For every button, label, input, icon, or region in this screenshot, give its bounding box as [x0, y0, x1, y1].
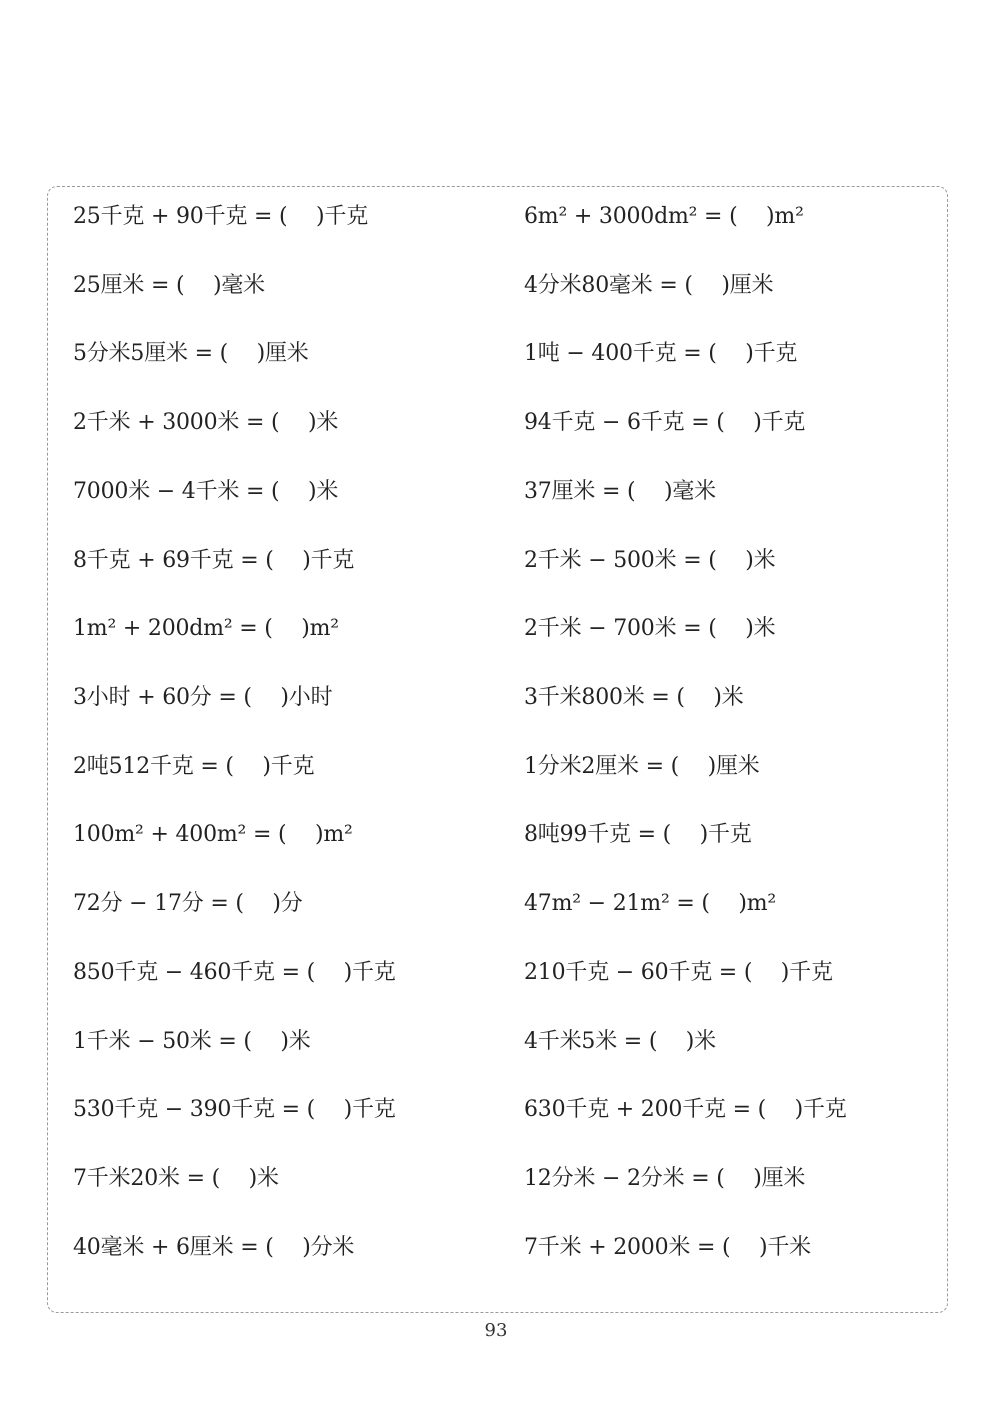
problem-row: [48, 609, 949, 649]
problem-item: 37厘米 = ( )毫米: [524, 479, 716, 504]
problem-item: 530千克 − 390千克 = ( )千克: [73, 1097, 396, 1122]
problem-row: [48, 678, 949, 718]
problem-row: [48, 266, 949, 306]
problem-item: 100m² + 400m² = ( )m²: [73, 822, 353, 847]
problem-item: 1吨 − 400千克 = ( )千克: [524, 341, 798, 366]
problem-item: 5分米5厘米 = ( )厘米: [73, 341, 309, 366]
problem-row: [48, 1022, 949, 1062]
problem-item: 2吨512千克 = ( )千克: [73, 754, 315, 779]
problem-item: 4千米5米 = ( )米: [524, 1029, 716, 1054]
problem-item: 25厘米 = ( )毫米: [73, 273, 265, 298]
problem-row: [48, 884, 949, 924]
problem-item: 47m² − 21m² = ( )m²: [524, 891, 777, 916]
problem-row: [48, 1159, 949, 1199]
problem-item: 3小时 + 60分 = ( )小时: [73, 685, 333, 710]
problem-item: 850千克 − 460千克 = ( )千克: [73, 960, 396, 985]
problem-item: 8吨99千克 = ( )千克: [524, 822, 752, 847]
problem-row: [48, 1090, 949, 1130]
problem-item: 1分米2厘米 = ( )厘米: [524, 754, 760, 779]
problem-row: [48, 747, 949, 787]
problem-row: [48, 953, 949, 993]
problem-row: [48, 197, 949, 237]
problem-item: 7千米20米 = ( )米: [73, 1166, 279, 1191]
worksheet-box: [47, 186, 948, 1313]
problem-item: 210千克 − 60千克 = ( )千克: [524, 960, 833, 985]
problem-item: 25千克 + 90千克 = ( )千克: [73, 204, 368, 229]
problem-row: [48, 1228, 949, 1268]
problem-item: 2千米 + 3000米 = ( )米: [73, 410, 339, 435]
problem-item: 72分 − 17分 = ( )分: [73, 891, 303, 916]
problem-item: 94千克 − 6千克 = ( )千克: [524, 410, 806, 435]
problem-row: [48, 472, 949, 512]
problem-row: [48, 815, 949, 855]
problem-row: [48, 403, 949, 443]
problem-item: 3千米800米 = ( )米: [524, 685, 744, 710]
problem-item: 12分米 − 2分米 = ( )厘米: [524, 1166, 806, 1191]
problem-item: 4分米80毫米 = ( )厘米: [524, 273, 774, 298]
problem-item: 7千米 + 2000米 = ( )千米: [524, 1235, 811, 1260]
problem-row: [48, 334, 949, 374]
problem-item: 2千米 − 700米 = ( )米: [524, 616, 776, 641]
problem-item: 7000米 − 4千米 = ( )米: [73, 479, 339, 504]
problem-item: 40毫米 + 6厘米 = ( )分米: [73, 1235, 355, 1260]
page-number: 93: [484, 1320, 508, 1341]
problem-item: 2千米 − 500米 = ( )米: [524, 548, 776, 573]
problem-item: 630千克 + 200千克 = ( )千克: [524, 1097, 847, 1122]
problem-item: 1m² + 200dm² = ( )m²: [73, 616, 339, 641]
problem-item: 6m² + 3000dm² = ( )m²: [524, 204, 804, 229]
problem-row: [48, 541, 949, 581]
problem-item: 8千克 + 69千克 = ( )千克: [73, 548, 355, 573]
problem-item: 1千米 − 50米 = ( )米: [73, 1029, 311, 1054]
